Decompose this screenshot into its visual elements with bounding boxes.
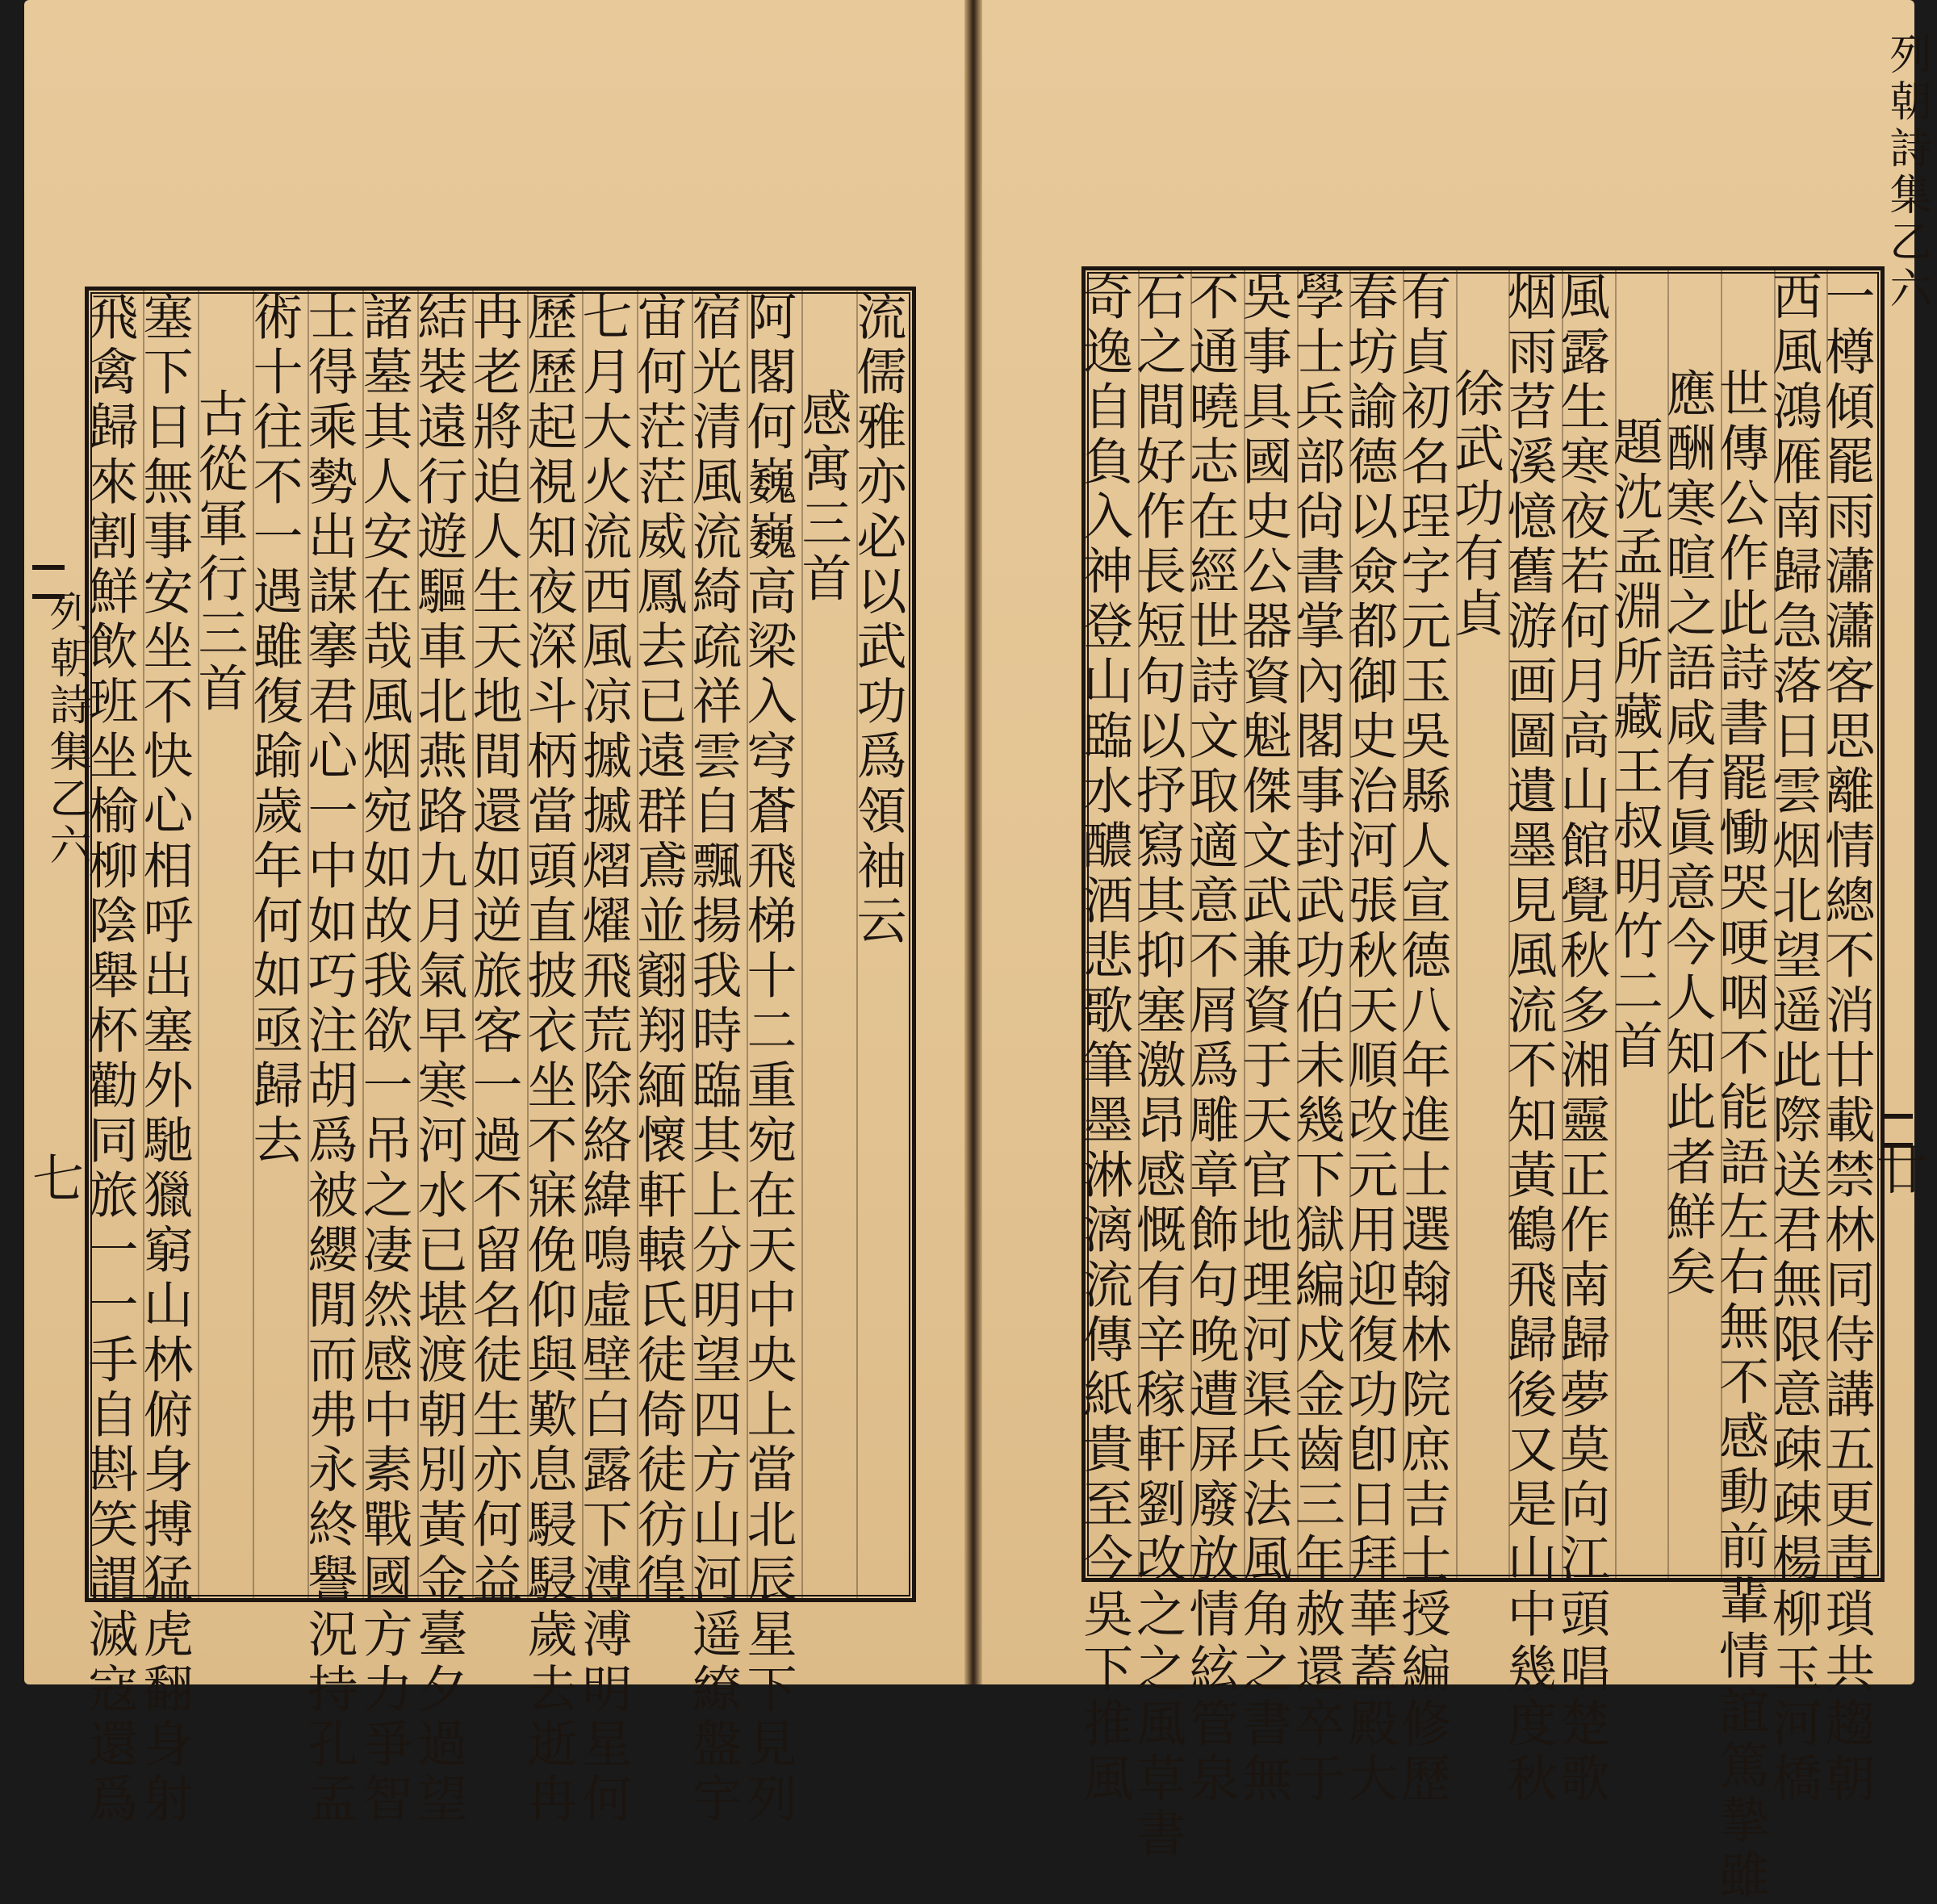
column-rule (1508, 270, 1510, 1578)
left-text-column: 結裝遠行遊驅車北燕路九月氣早寒河水已堪渡朝別黃金臺夕過望 (409, 291, 468, 1827)
left-text-column: 士得乘勢出謀搴君心一中如巧注胡爲被纓閒而弗永終譽況持孔孟 (299, 291, 358, 1827)
book-gutter (964, 0, 982, 1684)
column-rule (1403, 270, 1404, 1578)
column-rule (417, 291, 419, 1598)
column-rule (801, 291, 803, 1598)
right-text-column: 西風鴻雁南歸急落日雲烟北望遥此際送君無限意疎疎楊柳玉河橋 (1763, 270, 1823, 1807)
column-rule (1721, 270, 1722, 1578)
left-fishtail-mark (32, 565, 65, 599)
column-rule (253, 291, 254, 1598)
right-text-block (1074, 266, 1885, 1904)
right-text-column: 烟雨苕溪憶舊游画圖遺墨見風流不知黃鶴飛歸後又是山中幾度秋 (1498, 270, 1558, 1807)
right-text-column: 不通曉志在經世詩文取適意不屑爲雕章飾句晚遭屏廢放情絃管泉 (1180, 270, 1240, 1807)
column-rule (1615, 270, 1617, 1578)
column-rule (527, 291, 529, 1598)
left-text-column: 古從軍行三首 (190, 387, 249, 717)
column-rule (856, 291, 858, 1598)
column-rule (1244, 270, 1245, 1578)
column-rule (198, 291, 199, 1598)
right-text-column: 風露生寒夜若何月高山館覺秋多湘靈正作南歸夢莫向江頭唱楚歌 (1551, 270, 1611, 1807)
left-text-column: 冉老將迫人生天地間還如逆旅客一過不留名徒生亦何益 (464, 291, 523, 1608)
right-text-column: 學士兵部尙書掌內閣事封武功伯未幾下獄編戍金齒三年赦還卒于 (1286, 270, 1346, 1807)
left-text-column: 宿光清風流綺疏祥雲自飄揚我時臨其上分明望四方山河遥繚盤宇 (684, 291, 743, 1827)
column-rule (747, 291, 748, 1598)
column-rule (472, 291, 474, 1598)
column-rule (1826, 270, 1828, 1578)
right-text-column: 春坊諭德以僉都御史治河張秋天順改元用迎復功卽日拜華蓋殿大 (1339, 270, 1399, 1807)
right-text-column: 徐武功有貞 (1445, 367, 1505, 642)
column-rule (307, 291, 309, 1598)
left-text-block (80, 287, 916, 1827)
column-rule (1774, 270, 1776, 1578)
left-text-column: 感寓三首 (793, 387, 852, 607)
column-rule (1190, 270, 1192, 1578)
column-rule (1138, 270, 1140, 1578)
right-text-column: 世傳公作此詩書罷慟哭哽咽不能語左右無不感動前輩情誼篤摯雖 (1710, 367, 1770, 1904)
right-fold-title: 列朝詩集乙六 (1882, 32, 1931, 313)
right-page-number: 廿 (1876, 1142, 1928, 1202)
right-text-column: 應酬寒暄之語咸有眞意今人知此者鮮矣 (1657, 367, 1717, 1300)
column-rule (692, 291, 693, 1598)
left-text-column: 術十往不一遇雖復踰歲年何如亟歸去 (245, 291, 303, 1169)
right-text-column: 一樽傾罷雨瀟瀟客思離情總不消廿載禁林同侍講五更靑瑣共趨朝 (1816, 270, 1876, 1807)
right-text-column: 吳事具國史公器資魁傑文武兼資于天官地理河渠兵法風角之書無 (1233, 270, 1293, 1807)
left-text-column: 歷歷起視知夜深斗柄當頭直披衣坐不寐俛仰與歎息駸駸歲去逝冉 (519, 291, 578, 1827)
right-text-column: 題沈孟淵所藏王叔明竹二首 (1604, 416, 1664, 1074)
column-rule (1349, 270, 1351, 1578)
left-page-number: 七 (32, 1150, 84, 1210)
column-rule (582, 291, 584, 1598)
left-fold-title: 列朝詩集乙六 (42, 589, 90, 870)
right-text-column: 奇逸自負入神登山臨水醲酒悲歌筆墨淋漓流傳紙貴至今吳下推風 (1074, 270, 1134, 1807)
left-text-column: 阿閣何巍巍高梁入穹蒼飛梯十二重宛在天中央上當北辰星下見列 (738, 291, 797, 1827)
column-rule (637, 291, 638, 1598)
column-rule (1456, 270, 1458, 1578)
column-rule (362, 291, 364, 1598)
column-rule (1667, 270, 1669, 1578)
column-rule (1562, 270, 1563, 1578)
left-text-column: 飛禽歸來割鮮飲班坐榆柳陰舉杯勸同旅一一手自斟笑謂滅寇還爲 (80, 291, 139, 1827)
left-text-column: 七月大火流西風凉摵摵熠燿飛荒除絡緯鳴虛壁白露下溥溥明星何 (574, 291, 633, 1827)
left-text-column: 宙何茫茫威鳳去已遠群鳶並䎙翔緬懷軒轅氏徒倚徒彷徨 (629, 291, 688, 1608)
right-text-column: 石之間好作長短句以抒寫其抑塞激昂感慨有辛稼軒劉改之之風草書 (1127, 270, 1187, 1862)
right-text-column: 有貞初名珵字元玉吳縣人宣德八年進士選翰林院庶吉士授編修歷 (1392, 270, 1452, 1807)
column-rule (143, 291, 144, 1598)
column-rule (1297, 270, 1299, 1578)
left-text-column: 塞下日無事安坐不快心相呼出塞外馳獵窮山林俯身搏猛虎翻身射 (135, 291, 194, 1827)
left-text-column: 流儒雅亦必以武功爲領袖云 (848, 291, 907, 949)
left-text-column: 諸墓其人安在哉風烟宛如故我欲一吊之凄然感中素戰國方力爭智 (354, 291, 413, 1827)
